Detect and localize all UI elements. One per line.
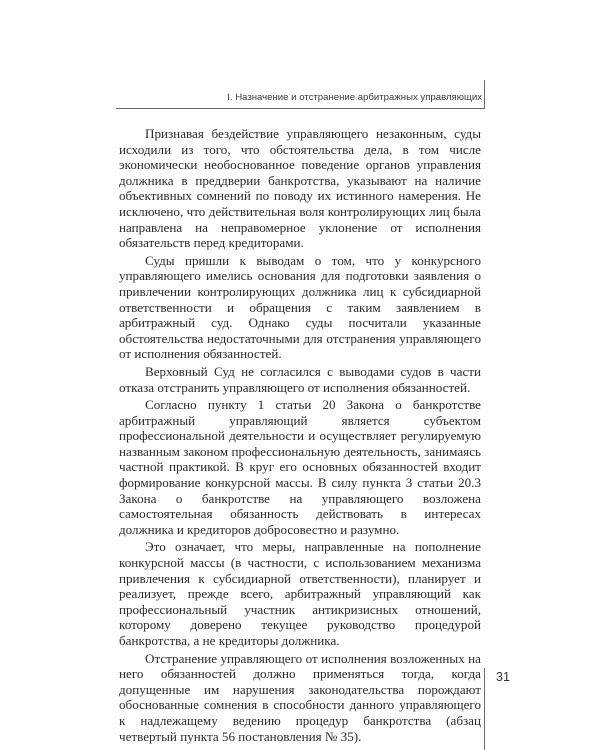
header-rule-vertical — [484, 80, 485, 109]
page-number: 31 — [496, 670, 510, 684]
paragraph-2: Суды пришли к выводам о том, что у конкурсного управляющего имелись основания для подготовки заявления о привлечении контролирующих должника лиц к субсидиарной ответственности и обращения с таким заявлением в арбитражный суд. Однако суды посчитали указанные обстоятельства недостаточными для отстранения управляющего от исполнения обязанностей. — [119, 252, 481, 362]
paragraph-3: Верховный Суд не согласился с выводами судов в части отказа отстранить управляющего от исполнения обязанностей. — [119, 363, 481, 395]
header-rule — [116, 108, 484, 109]
paragraph-1: Признавая бездействие управляющего незаконным, суды исходили из того, что обстоятельства дела, в том числе экономически необоснованное поведение органов управления должника в преддверии банкротства, указывают на наличие объективных сомнений по поводу их истинного намерения. Не исключено, что действительная воля контролирующих лиц была направлена на неправомерное уклонение от исполнения обязательств перед кредиторами. — [119, 126, 481, 251]
paragraph-5: Это означает, что меры, направленные на пополнение конкурсной массы (в частности, с использованием механизма привлечения к субсидиарной ответственности), планирует и реализует, прежде всего, арбитражный управляющий как профессиональный участник антикризисных отношений, которому доверено текущее руководство процедурой банкротства, а не кредиторы должника. — [119, 539, 481, 648]
paragraph-6: Отстранение управляющего от исполнения возложенных на него обязанностей должно применяться тогда, когда допущенные им нарушения законодательства порождают обоснованные сомнения в способности данного управляющего к надлежащему ведению процедур банкротства (абзац четвертый пункта 56 постановления № 35). — [119, 650, 481, 744]
paragraph-4: Согласно пункту 1 статьи 20 Закона о банкротстве арбитражный управляющий является субъектом профессиональной деятельности и осуществляет регулируемую названным законом профессиональную деятельность, занимаясь частной практикой. В круг его основных обязанностей входит формирование конкурсной массы. В силу пункта 3 статьи 20.3 Закона о банкротстве на управляющего возложена самостоятельная обязанность действовать в интересах должника и кредиторов добросовестно и разумно. — [119, 397, 481, 537]
page-number-rule — [484, 668, 485, 750]
body-text — [119, 126, 481, 744]
running-header: I. Назначение и отстранение арбитражных управляющих — [227, 92, 482, 103]
